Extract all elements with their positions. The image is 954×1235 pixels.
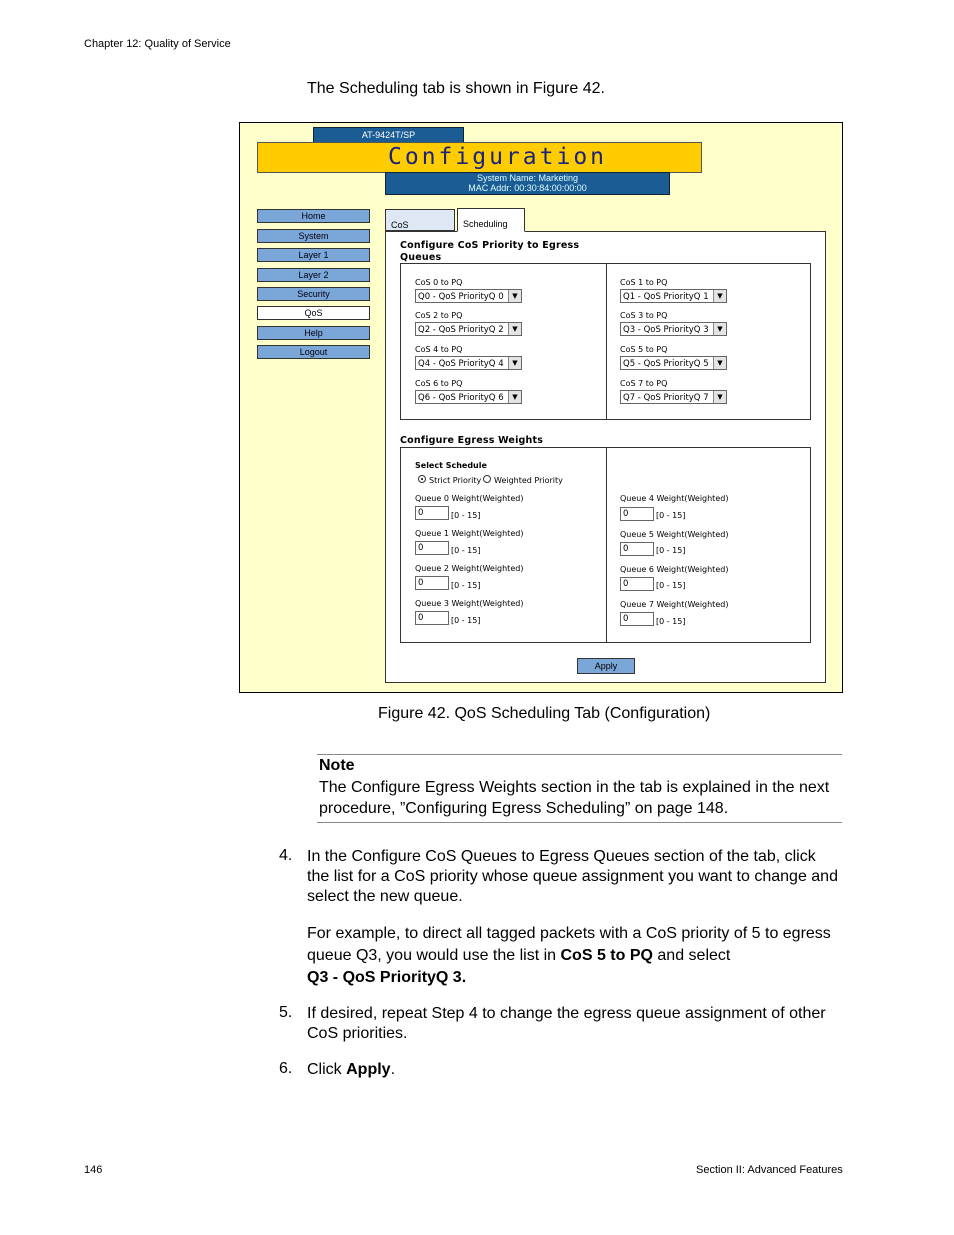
page-title: Configuration [388, 144, 608, 170]
chevron-down-icon[interactable]: ▼ [713, 290, 726, 302]
example-text: and select [652, 947, 731, 964]
step-6-pre: Click [307, 1061, 347, 1078]
queue3-weight-input[interactable]: 0 [415, 611, 449, 625]
queue0-weight-input[interactable]: 0 [415, 506, 449, 520]
cos6-value: Q6 - QoS PriorityQ 6 [418, 393, 504, 403]
note-bottom-rule [317, 822, 842, 823]
step-4-number: 4. [279, 847, 293, 864]
queue7-range: [0 - 15] [656, 617, 686, 626]
apply-button[interactable]: Apply [577, 658, 635, 674]
queue6-weight-input[interactable]: 0 [620, 577, 654, 591]
cos4-label: CoS 4 to PQ [415, 345, 463, 354]
nav-home[interactable]: Home [257, 209, 370, 223]
divider [606, 447, 607, 643]
chevron-down-icon[interactable]: ▼ [713, 323, 726, 335]
note-text: The Configure Egress Weights section in the tab is explained in the next procedure, ”Configuring Egress Scheduling” on page 148. [319, 779, 830, 817]
queue2-weight-input[interactable]: 0 [415, 576, 449, 590]
queue2-weight-label: Queue 2 Weight(Weighted) [415, 564, 524, 573]
queue1-range: [0 - 15] [451, 546, 481, 555]
page-title-bar [257, 142, 702, 173]
select-schedule-label: Select Schedule [415, 461, 487, 470]
system-info [385, 172, 670, 195]
queue5-weight-label: Queue 5 Weight(Weighted) [620, 530, 729, 539]
queue2-range: [0 - 15] [451, 581, 481, 590]
cos1-select[interactable] [620, 289, 727, 303]
step-6-apply: Apply [346, 1061, 391, 1078]
intro-text: The Scheduling tab is shown in Figure 42. [307, 80, 605, 97]
chevron-down-icon[interactable]: ▼ [508, 357, 521, 369]
section-footer: Section II: Advanced Features [696, 1164, 843, 1176]
cos-section-title-line2: Queues [400, 252, 442, 263]
nav-qos[interactable]: QoS [257, 306, 370, 320]
nav-layer2[interactable]: Layer 2 [257, 268, 370, 282]
strict-priority-label: Strict Priority [429, 476, 482, 485]
cos2-value: Q2 - QoS PriorityQ 2 [418, 325, 504, 335]
note-top-rule [317, 754, 842, 755]
cos2-select[interactable] [415, 322, 522, 336]
model-label: AT-9424T/SP [313, 127, 464, 143]
cos4-select[interactable] [415, 356, 522, 370]
cos6-label: CoS 6 to PQ [415, 379, 463, 388]
step-5-text: If desired, repeat Step 4 to change the egress queue assignment of other CoS priorities. [307, 1005, 826, 1042]
queue0-weight-label: Queue 0 Weight(Weighted) [415, 494, 524, 503]
weights-section-title: Configure Egress Weights [400, 435, 544, 446]
cos0-value: Q0 - QoS PriorityQ 0 [418, 292, 504, 302]
cos5-select[interactable] [620, 356, 727, 370]
queue7-weight-input[interactable]: 0 [620, 612, 654, 626]
queue3-range: [0 - 15] [451, 616, 481, 625]
step-4-text: In the Configure CoS Queues to Egress Queues section of the tab, click the list for a CoS priority whose queue assignment you want to change and select the new queue. [307, 848, 838, 905]
step-4-example [307, 923, 842, 989]
queue6-range: [0 - 15] [656, 581, 686, 590]
cos6-select[interactable] [415, 390, 522, 404]
strict-priority-radio[interactable] [418, 475, 426, 483]
cos7-select[interactable] [620, 390, 727, 404]
cos5-label: CoS 5 to PQ [620, 345, 668, 354]
queue4-weight-input[interactable]: 0 [620, 507, 654, 521]
example-text: For example, to direct all tagged packets with a CoS priority of 5 to egress queue Q3, you would use the list in [307, 925, 831, 964]
cos-section-title [400, 240, 579, 264]
example-bold-cos5: CoS 5 to PQ [560, 947, 653, 964]
nav-security[interactable]: Security [257, 287, 370, 301]
queue6-weight-label: Queue 6 Weight(Weighted) [620, 565, 729, 574]
queue0-range: [0 - 15] [451, 511, 481, 520]
cos1-value: Q1 - QoS PriorityQ 1 [623, 292, 709, 302]
nav-logout[interactable]: Logout [257, 345, 370, 359]
queue5-range: [0 - 15] [656, 546, 686, 555]
chevron-down-icon[interactable]: ▼ [508, 391, 521, 403]
queue3-weight-label: Queue 3 Weight(Weighted) [415, 599, 524, 608]
cos-section-title-line1: Configure CoS Priority to Egress [400, 240, 580, 251]
cos4-value: Q4 - QoS PriorityQ 4 [418, 359, 504, 369]
divider [606, 263, 607, 420]
cos5-value: Q5 - QoS PriorityQ 5 [623, 359, 709, 369]
chevron-down-icon[interactable]: ▼ [508, 323, 521, 335]
cos3-label: CoS 3 to PQ [620, 311, 668, 320]
page-number: 146 [84, 1164, 103, 1176]
step-5-number: 5. [279, 1004, 293, 1021]
cos3-value: Q3 - QoS PriorityQ 3 [623, 325, 709, 335]
cos3-select[interactable] [620, 322, 727, 336]
queue5-weight-input[interactable]: 0 [620, 542, 654, 556]
cos7-label: CoS 7 to PQ [620, 379, 668, 388]
note-heading: Note [319, 757, 355, 774]
cos0-label: CoS 0 to PQ [415, 278, 463, 287]
nav-system[interactable]: System [257, 229, 370, 243]
queue1-weight-label: Queue 1 Weight(Weighted) [415, 529, 524, 538]
tab-cos[interactable]: CoS [385, 209, 455, 231]
cos7-value: Q7 - QoS PriorityQ 7 [623, 393, 709, 403]
step-6-post: . [390, 1061, 396, 1078]
nav-help[interactable]: Help [257, 326, 370, 340]
cos1-label: CoS 1 to PQ [620, 278, 668, 287]
figure-caption: Figure 42. QoS Scheduling Tab (Configuration) [378, 705, 711, 722]
weighted-priority-radio[interactable] [483, 475, 491, 483]
system-name: System Name: Marketing [476, 173, 579, 183]
weighted-priority-label: Weighted Priority [494, 476, 563, 485]
nav-layer1[interactable]: Layer 1 [257, 248, 370, 262]
example-bold-q3: Q3 - QoS PriorityQ 3. [307, 969, 467, 986]
tab-scheduling[interactable]: Scheduling [457, 208, 525, 232]
chevron-down-icon[interactable]: ▼ [508, 290, 521, 302]
cos2-label: CoS 2 to PQ [415, 311, 463, 320]
queue4-weight-label: Queue 4 Weight(Weighted) [620, 494, 729, 503]
mac-address: MAC Addr: 00:30:84:00:00:00 [468, 183, 587, 193]
step-6-text [307, 1060, 842, 1080]
step-6-number: 6. [279, 1060, 293, 1077]
chevron-down-icon[interactable]: ▼ [713, 391, 726, 403]
cos0-select[interactable] [415, 289, 522, 303]
queue4-range: [0 - 15] [656, 511, 686, 520]
queue1-weight-input[interactable]: 0 [415, 541, 449, 555]
chevron-down-icon[interactable]: ▼ [713, 357, 726, 369]
queue7-weight-label: Queue 7 Weight(Weighted) [620, 600, 729, 609]
running-header: Chapter 12: Quality of Service [84, 38, 231, 50]
